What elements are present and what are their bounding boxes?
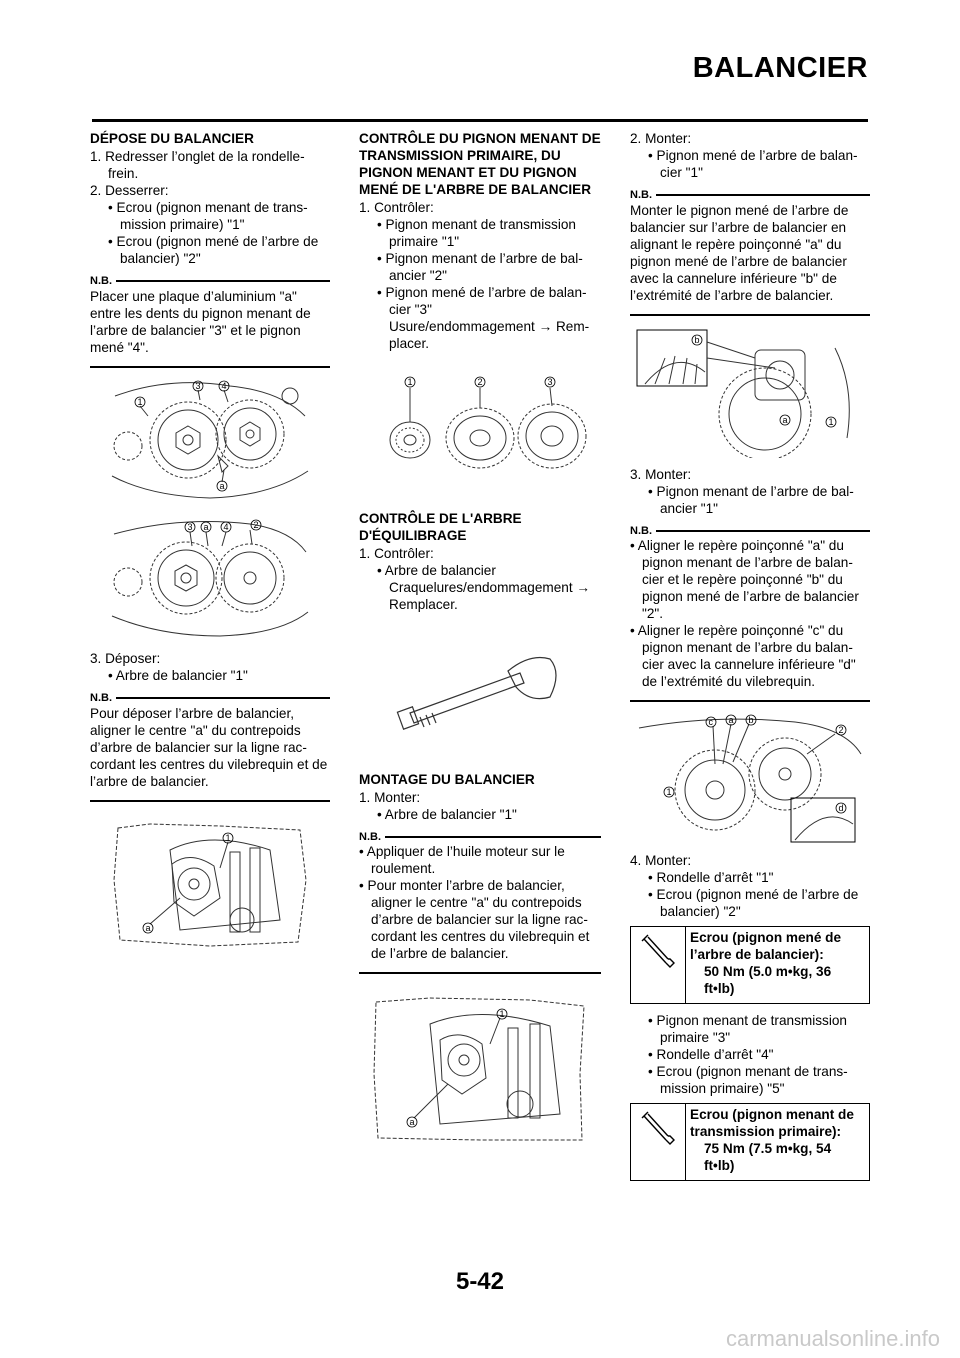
column-3 bbox=[630, 130, 870, 1189]
torque-wrench-icon bbox=[631, 1104, 686, 1180]
callout: 4 bbox=[223, 522, 229, 532]
note-box bbox=[630, 525, 870, 702]
callout: b bbox=[748, 715, 754, 725]
section-heading: DÉPOSE DU BALANCIER bbox=[90, 131, 254, 146]
callout: 1 bbox=[499, 1009, 505, 1019]
bullet: • Arbre de balancier "1" bbox=[108, 668, 248, 683]
callout: 4 bbox=[221, 381, 227, 391]
gears-drawing bbox=[370, 370, 590, 480]
column-2 bbox=[359, 130, 601, 1144]
note-bullet: • Pour monter l’arbre de balancier, aligner le centre "a" du contrepoids d’arbre de balancier sur la ligne rac-cordant les centres du vilebrequin et de l’arbre de balancier. bbox=[359, 878, 590, 961]
callout: a bbox=[409, 1117, 415, 1127]
shaft-drawing bbox=[390, 643, 570, 743]
callout: a bbox=[728, 715, 734, 725]
gear-figure-1 bbox=[110, 376, 310, 504]
note-box bbox=[90, 692, 330, 802]
gear-figure-2 bbox=[110, 516, 310, 640]
bullet: • Pignon menant de transmission primaire "1" bbox=[377, 217, 576, 249]
callout: a bbox=[203, 522, 209, 532]
bullet: • Ecrou (pignon mené de l’arbre de balancier) "2" bbox=[648, 887, 859, 919]
gear-drawing bbox=[635, 328, 865, 458]
spec-value: 75 Nm (7.5 m•kg, 54 ft•lb) bbox=[704, 1141, 832, 1173]
callout: 1 bbox=[407, 377, 413, 387]
bullet: • Arbre de balancier bbox=[377, 563, 496, 578]
torque-wrench-icon bbox=[631, 927, 686, 1003]
section-heading: CONTRÔLE DE L'ARBRE D'ÉQUILIBRAGE bbox=[359, 511, 522, 543]
step: 1. Contrôler: bbox=[359, 546, 434, 561]
callout: 3 bbox=[547, 377, 553, 387]
bullet: • Pignon menant de transmission primaire "3" bbox=[648, 1013, 847, 1045]
engine-drawing bbox=[370, 994, 590, 1144]
step: 2. Desserrer: bbox=[90, 183, 169, 198]
callout: 1 bbox=[828, 417, 834, 427]
note-label: N.B. bbox=[90, 274, 112, 287]
callout: 2 bbox=[253, 520, 259, 530]
spec-value: 50 Nm (5.0 m•kg, 36 ft•lb) bbox=[704, 964, 832, 996]
callout: 3 bbox=[195, 381, 201, 391]
note-text: Monter le pignon mené de l’arbre de balancier sur l’arbre de balancier en alignant le repère poinçonné "a" du pignon mené de l’arbre de balancier avec la cannelure inférieure "b" de l’extrémité de l’arbre de balancier. bbox=[630, 203, 849, 303]
step: 1. Monter: bbox=[359, 790, 421, 805]
bullet: • Ecrou (pignon mené de l’arbre de balancier) "2" bbox=[108, 234, 319, 266]
step: 3. Déposer: bbox=[90, 651, 161, 666]
callout: 1 bbox=[666, 787, 672, 797]
note-text: Placer une plaque d’aluminium "a" entre les dents du pignon menant de l’arbre de balancier "3" et le pignon mené "4". bbox=[90, 289, 311, 355]
note-box bbox=[359, 831, 601, 974]
note-bullet: • Aligner le repère poinçonné "c" du pignon menant de l’arbre du balan-cier avec la cannelure inférieure "d" de l’extrémité du vilebrequin. bbox=[630, 623, 856, 689]
bullet-detail: Usure/endommagement → Rem-placer. bbox=[389, 319, 590, 351]
callout: d bbox=[838, 803, 844, 813]
engine-drawing bbox=[110, 820, 310, 950]
step: 3. Monter: bbox=[630, 467, 692, 482]
bullet: • Rondelle d’arrêt "4" bbox=[648, 1047, 774, 1062]
callout: a bbox=[145, 923, 151, 933]
step: 1. Contrôler: bbox=[359, 200, 434, 215]
spec-label: Ecrou (pignon menant de transmission primaire): bbox=[690, 1107, 854, 1139]
bullet: • Pignon menant de l’arbre de bal-ancier "2" bbox=[377, 251, 583, 283]
section-heading: CONTRÔLE DU PIGNON MENANT DE TRANSMISSION PRIMAIRE, DU PIGNON MENANT ET DU PIGNON MENÉ DE L'ARBRE DE BALANCIER bbox=[359, 131, 601, 197]
section-heading: MONTAGE DU BALANCIER bbox=[359, 772, 535, 787]
note-bullet: • Aligner le repère poinçonné "a" du pignon menant de l’arbre de balan-cier et le repère poinçonné "b" du pignon mené de l’arbre de balancier "2". bbox=[630, 538, 859, 621]
callout: 3 bbox=[187, 522, 193, 532]
bullet: • Arbre de balancier "1" bbox=[377, 807, 517, 822]
bullet: • Ecrou (pignon menant de trans-mission primaire) "1" bbox=[108, 200, 308, 232]
balancer-shaft-figure bbox=[390, 643, 570, 743]
step: 2. Monter: bbox=[630, 131, 692, 146]
note-box bbox=[90, 275, 330, 368]
drive-gear-figure bbox=[635, 714, 865, 844]
note-label: N.B. bbox=[630, 188, 652, 201]
footer-watermark[interactable]: carmanualsonline.info bbox=[725, 1326, 940, 1351]
shaft-removal-figure bbox=[110, 820, 310, 950]
note-text: Pour déposer l’arbre de balancier, aligner le centre "a" du contrepoids d’arbre de balancier sur la ligne rac-cordant les centres du vilebrequin et de l’arbre de balancier. bbox=[90, 706, 328, 789]
shaft-install-figure bbox=[370, 994, 590, 1144]
title-rule bbox=[92, 119, 868, 122]
callout: 1 bbox=[225, 833, 231, 843]
callout: c bbox=[708, 717, 713, 727]
note-label: N.B. bbox=[359, 830, 381, 843]
gear-drawing bbox=[635, 714, 865, 844]
page-title: BALANCIER bbox=[692, 52, 868, 84]
note-label: N.B. bbox=[90, 691, 112, 704]
spec-label: Ecrou (pignon mené de l’arbre de balancier): bbox=[690, 930, 842, 962]
step: 4. Monter: bbox=[630, 853, 692, 868]
callout: a bbox=[219, 481, 225, 491]
gear-drawing bbox=[110, 376, 310, 504]
bullet: • Pignon mené de l’arbre de balan-cier "1" bbox=[648, 148, 858, 180]
callout: 2 bbox=[838, 725, 844, 735]
three-gears-figure bbox=[370, 370, 590, 480]
bullet: • Rondelle d’arrêt "1" bbox=[648, 870, 774, 885]
callout: 1 bbox=[137, 397, 143, 407]
bullet-detail: Craquelures/endommagement → Remplacer. bbox=[389, 580, 590, 612]
driven-gear-figure bbox=[635, 328, 865, 458]
gear-drawing bbox=[110, 516, 310, 640]
page-number: 5-42 bbox=[455, 1268, 505, 1295]
note-label: N.B. bbox=[630, 524, 652, 537]
bullet: • Pignon mené de l’arbre de balan-cier "3" bbox=[377, 285, 587, 317]
torque-spec-box bbox=[630, 926, 870, 1004]
note-box bbox=[630, 189, 870, 316]
step: 1. Redresser l’onglet de la rondelle-frein. bbox=[90, 149, 305, 181]
bullet: • Pignon menant de l’arbre de bal-ancier "1" bbox=[648, 484, 854, 516]
callout: a bbox=[782, 415, 788, 425]
column-1 bbox=[90, 130, 330, 950]
torque-spec-box bbox=[630, 1103, 870, 1181]
bullet: • Ecrou (pignon menant de trans-mission primaire) "5" bbox=[648, 1064, 848, 1096]
callout: b bbox=[694, 335, 700, 345]
callout: 2 bbox=[477, 377, 483, 387]
note-bullet: • Appliquer de l’huile moteur sur le roulement. bbox=[359, 844, 565, 876]
